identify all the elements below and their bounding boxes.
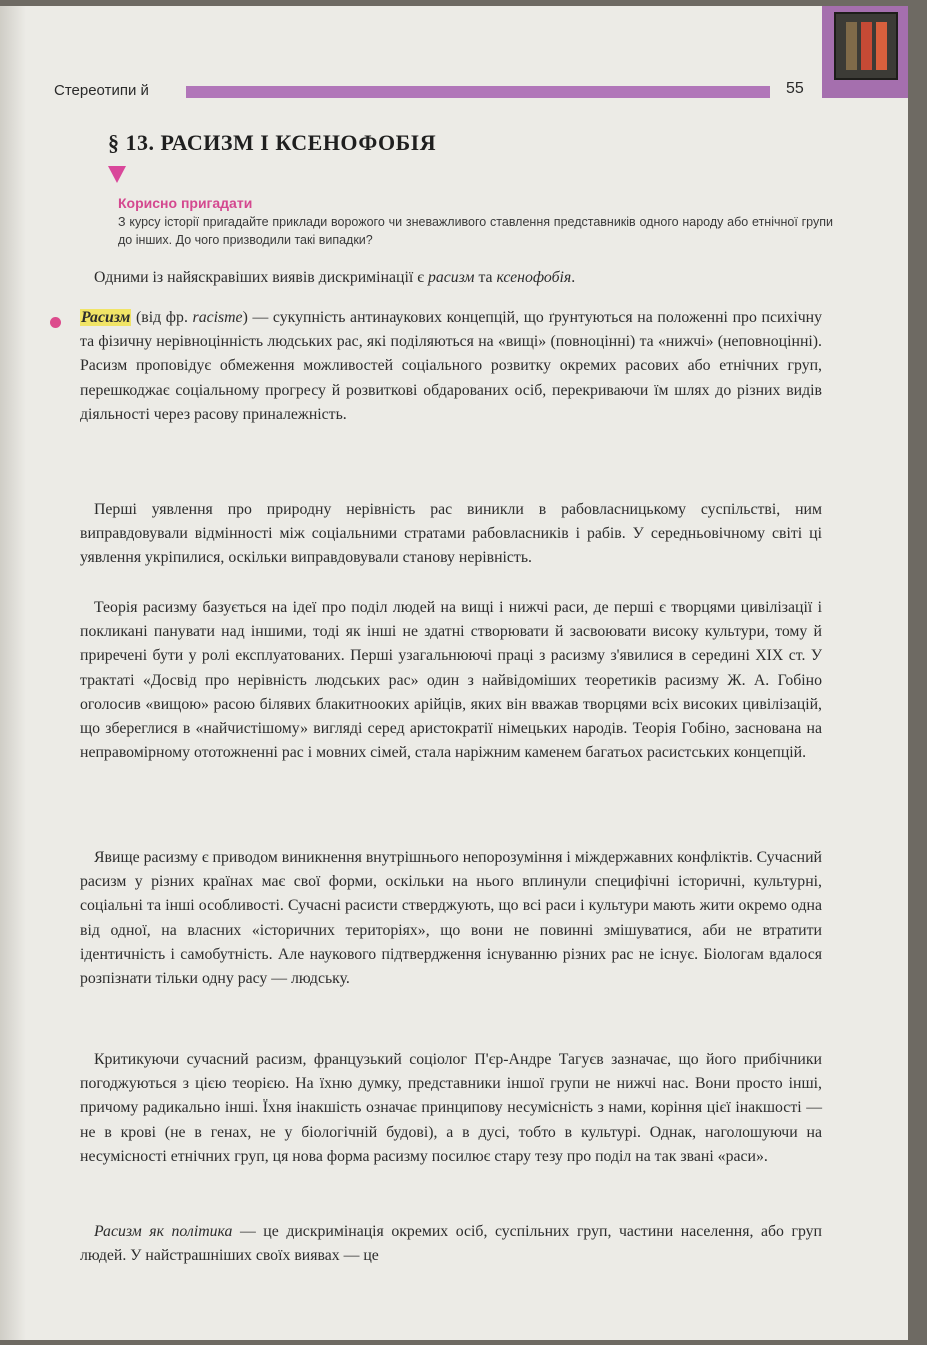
recall-heading: Корисно пригадати	[118, 195, 253, 211]
bullet-dot-icon	[50, 317, 61, 328]
header-bar	[186, 86, 770, 98]
definition-paragraph: Расизм (від фр. racisme) — сукупність антинаукових концепцій, що ґрунтуються на положенні про психічну та фізичну нерівноцінність людських рас, які поділяються на «вищі» (повноцінні) та «нижчі» (неповноцінні). Расизм проповідує обмеження можливостей соціального розвитку окремих расових або етнічних груп, перешкоджає соціальному прогресу й розвиткові обдарованих осіб, перекриваючи їм шлях до різних видів діяльності через расову приналежність.	[80, 309, 823, 423]
recall-text: З курсу історії пригадайте приклади ворожого чи зневажливого ставлення представників одного народу або етнічної групи до інших. До чого призводили такі випадки?	[118, 215, 833, 247]
body-paragraph: Критикуючи сучасний расизм, французький соціолог П'єр-Андре Тагуєв зазначає, що його прибічники погоджуються з цією теорією. На їхню думку, представники іншої групи не нижчі нас. Вони просто інші, причому радикально інші. Їхня інакшість означає принципову несумісність з нами, коріння цієї інакшості — не в крові (не в генах, не у біологічній будові), а в дусі, тобто в культурі. Однак, наголошуючи на несумісності етнічних груп, ця нова форма расизму посилює стару тезу про поділ на так звані «раси».	[80, 1051, 822, 1165]
chapter-book-icon	[834, 12, 898, 80]
triangle-marker-icon	[108, 166, 126, 183]
page-number: 55	[786, 80, 804, 97]
textbook-page	[0, 6, 908, 1340]
body-paragraph: Явище расизму є приводом виникнення внутрішнього непорозуміння і міждержавних конфліктів. Сучасний расизм у різних країнах має свої форми, оскільки на нього вплинули специфічні історичні, культурні, соціальні та інші особливості. Сучасні расисти стверджують, що всі раси і культури мають жити окремо одна від одної, на власних «історичних територіях», що вони не повинні змішуватися, аби не втратити ідентичність і самобутність. Але наукового підтвердження існуванню різних рас не існує. Біологам вдалося розпізнати тільки одну расу — людську.	[80, 849, 822, 988]
running-title: Стереотипи й	[54, 82, 149, 99]
highlighted-term: Расизм	[81, 309, 131, 326]
page-fold-shadow	[0, 6, 26, 1340]
section-title: § 13. РАСИЗМ І КСЕНОФОБІЯ	[108, 130, 437, 155]
intro-paragraph: Одними із найяскравіших виявів дискримінації є расизм та ксенофобія.	[94, 269, 576, 286]
body-paragraph: Теорія расизму базується на ідеї про поділ людей на вищі і нижчі раси, де перші є творцями цивілізації і покликані панувати над іншими, тоді як інші не здатні створювати й засвоювати високу культури, тому й приречені бути у ролі експлуатованих. Перші узагальнюючі праці з расизму з'явилися в середині XIX ст. У трактаті «Досвід про нерівність людських рас» один з найвідоміших теоретиків расизму Ж. А. Гобіно оголосив «вищою» расою білявих блакитнооких арійців, яких він вважав творцями всіх високих цивілізацій, що збереглися в «найчистішому» вигляді серед аристократії німецьких народів. Теорія Гобіно, заснована на неправомірному ототожненні рас і мовних сімей, стала наріжним каменем багатьох расистських концепцій.	[80, 599, 822, 762]
chapter-tab	[822, 6, 908, 98]
body-paragraph: Перші уявлення про природну нерівність рас виникли в рабовласницькому суспільстві, ним виправдовували відмінності між соціальними стратами рабовласників і рабів. У середньовічному світі ці уявлення укріпилися, оскільки виправдовували станову нерівність.	[80, 501, 822, 567]
last-paragraph: Расизм як політика — це дискримінація окремих осіб, суспільних груп, частини населення, або груп людей. У найстрашніших своїх виявах — це	[80, 1223, 823, 1265]
